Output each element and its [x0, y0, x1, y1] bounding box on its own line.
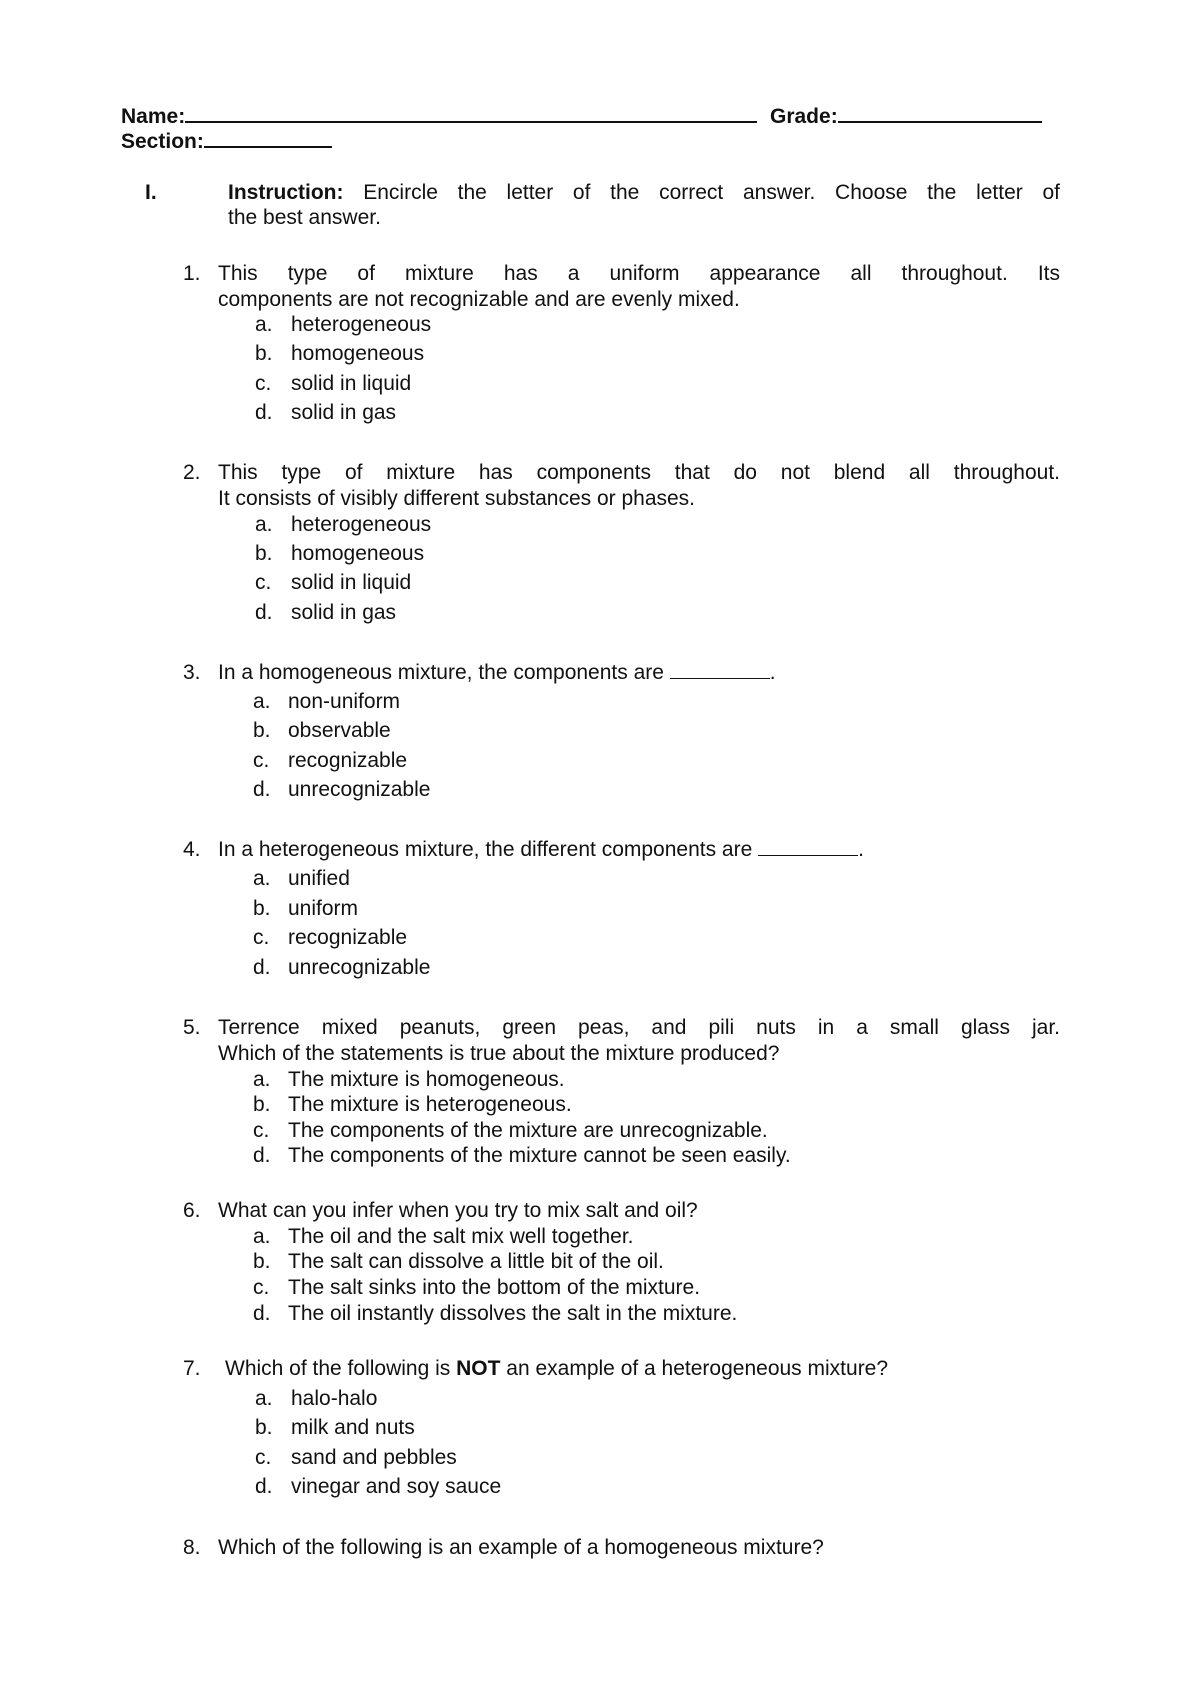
- option-text: The salt can dissolve a little bit of the oil.: [288, 1250, 664, 1273]
- option-text: The components of the mixture are unrecognizable.: [288, 1119, 768, 1142]
- option-text: unrecognizable: [288, 956, 431, 979]
- question-7-emphasis: NOT: [456, 1357, 501, 1380]
- option-letter[interactable]: b.: [255, 342, 273, 365]
- option-letter[interactable]: a.: [253, 1068, 271, 1091]
- option-letter[interactable]: b.: [253, 1093, 271, 1116]
- option-text: unrecognizable: [288, 778, 431, 801]
- option-text: uniform: [288, 897, 359, 920]
- option-letter[interactable]: d.: [255, 601, 273, 624]
- option-letter[interactable]: c.: [255, 1446, 272, 1469]
- option-letter[interactable]: d.: [253, 1302, 271, 1325]
- option-text: milk and nuts: [291, 1416, 415, 1439]
- option-text: The components of the mixture cannot be seen easily.: [288, 1144, 791, 1167]
- option-text: heterogeneous: [291, 313, 432, 336]
- option-letter[interactable]: b.: [255, 1416, 273, 1439]
- instruction-text: Encircle the letter of the correct answer. Choose the letter of: [363, 181, 1060, 204]
- option-letter[interactable]: a.: [253, 867, 271, 890]
- option-text: homogeneous: [291, 342, 425, 365]
- question-4-line-1: In a heterogeneous mixture, the different components are .: [218, 838, 864, 861]
- option-text: The salt sinks into the bottom of the mixture.: [288, 1276, 701, 1299]
- answer-blank: [670, 660, 770, 679]
- option-text: solid in gas: [291, 401, 397, 424]
- option-text: solid in liquid: [291, 571, 412, 594]
- question-7-line-1: [225, 1356, 888, 1382]
- option-letter[interactable]: c.: [253, 1119, 270, 1142]
- option-letter[interactable]: c.: [253, 926, 270, 949]
- question-number: 2.: [183, 461, 201, 484]
- question-5-line-1: Terrence mixed peanuts, green peas, and pili nuts in a small glass jar.: [218, 1016, 1060, 1039]
- answer-blank: [758, 837, 858, 856]
- option-letter[interactable]: d.: [253, 1144, 271, 1167]
- question-number: 5.: [183, 1016, 201, 1039]
- question-1-line-2: components are not recognizable and are evenly mixed.: [218, 288, 740, 311]
- option-letter[interactable]: b.: [253, 897, 271, 920]
- question-7-text-pre: Which of the following is: [225, 1357, 451, 1380]
- option-letter[interactable]: d.: [253, 956, 271, 979]
- option-text: sand and pebbles: [291, 1446, 457, 1469]
- option-text: vinegar and soy sauce: [291, 1475, 502, 1498]
- option-letter[interactable]: d.: [255, 401, 273, 424]
- option-letter[interactable]: a.: [255, 313, 273, 336]
- option-text: recognizable: [288, 749, 408, 772]
- name-label: Name:: [121, 105, 186, 128]
- section-label: Section:: [121, 130, 204, 153]
- question-number: 4.: [183, 838, 201, 861]
- option-text: recognizable: [288, 926, 408, 949]
- option-letter[interactable]: a.: [255, 513, 273, 536]
- question-number: 1.: [183, 262, 201, 285]
- option-letter[interactable]: c.: [253, 749, 270, 772]
- question-2-line-1: This type of mixture has components that do not blend all throughout.: [218, 461, 1060, 484]
- section-row: [121, 129, 332, 155]
- question-number: 7.: [183, 1357, 201, 1380]
- grade-row: [770, 104, 1042, 130]
- option-letter[interactable]: a.: [255, 1387, 273, 1410]
- instruction-line-2: the best answer.: [228, 206, 381, 229]
- option-letter[interactable]: c.: [255, 571, 272, 594]
- instruction-label: Instruction:: [228, 181, 344, 204]
- option-text: observable: [288, 719, 391, 742]
- option-text: The mixture is heterogeneous.: [288, 1093, 572, 1116]
- option-text: solid in gas: [291, 601, 397, 624]
- grade-label: Grade:: [770, 105, 838, 128]
- roman-numeral: I.: [145, 181, 157, 204]
- question-5-line-2: Which of the statements is true about the mixture produced?: [218, 1042, 780, 1065]
- question-2-line-2: It consists of visibly different substances or phases.: [218, 487, 696, 510]
- instruction-line-1: [228, 180, 1060, 206]
- question-4-text: In a heterogeneous mixture, the different components are: [218, 838, 753, 861]
- question-3-text: In a homogeneous mixture, the components are: [218, 661, 664, 684]
- option-letter[interactable]: c.: [255, 372, 272, 395]
- question-number: 3.: [183, 661, 201, 684]
- option-letter[interactable]: a.: [253, 690, 271, 713]
- option-letter[interactable]: b.: [255, 542, 273, 565]
- option-text: unified: [288, 867, 350, 890]
- question-3-line-1: In a homogeneous mixture, the components are .: [218, 661, 776, 684]
- question-7-text-post: an example of a heterogeneous mixture?: [506, 1357, 889, 1380]
- question-1-line-1: This type of mixture has a uniform appearance all throughout. Its: [218, 262, 1060, 285]
- option-text: non-uniform: [288, 690, 401, 713]
- option-text: homogeneous: [291, 542, 425, 565]
- option-text: heterogeneous: [291, 513, 432, 536]
- option-text: halo-halo: [291, 1387, 378, 1410]
- grade-field[interactable]: [838, 105, 1042, 123]
- question-number: 6.: [183, 1199, 201, 1222]
- question-8-line-1: Which of the following is an example of a homogeneous mixture?: [218, 1536, 824, 1559]
- section-field[interactable]: [204, 130, 332, 148]
- option-letter[interactable]: d.: [255, 1475, 273, 1498]
- option-letter[interactable]: c.: [253, 1276, 270, 1299]
- option-letter[interactable]: d.: [253, 778, 271, 801]
- option-letter[interactable]: b.: [253, 719, 271, 742]
- name-row: [121, 104, 757, 130]
- option-letter[interactable]: b.: [253, 1250, 271, 1273]
- option-text: The mixture is homogeneous.: [288, 1068, 565, 1091]
- name-field[interactable]: [185, 105, 757, 123]
- question-number: 8.: [183, 1536, 201, 1559]
- option-text: solid in liquid: [291, 372, 412, 395]
- option-text: The oil and the salt mix well together.: [288, 1225, 634, 1248]
- question-6-line-1: What can you infer when you try to mix salt and oil?: [218, 1199, 698, 1222]
- option-text: The oil instantly dissolves the salt in the mixture.: [288, 1302, 738, 1325]
- option-letter[interactable]: a.: [253, 1225, 271, 1248]
